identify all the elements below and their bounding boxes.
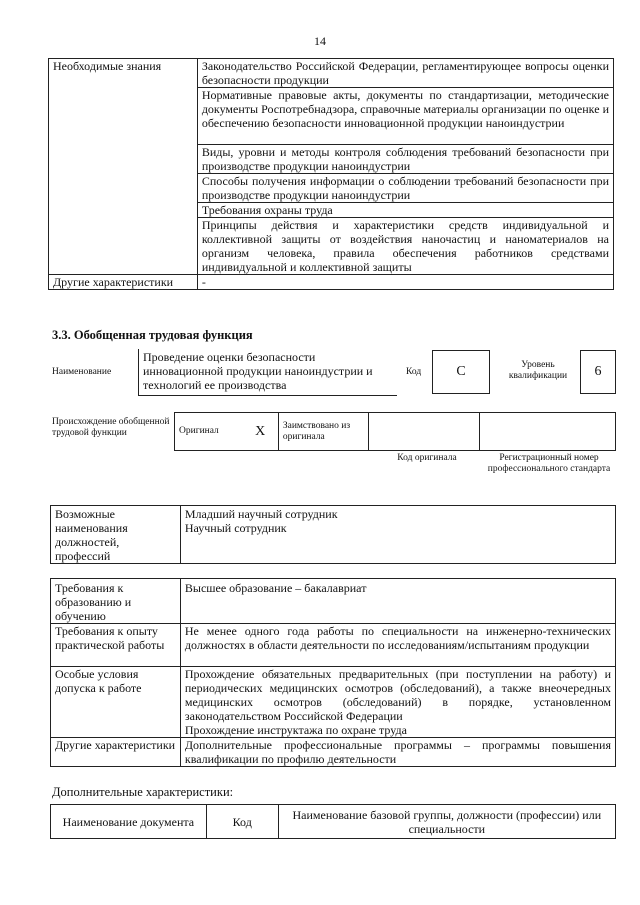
table-row — [175, 413, 616, 451]
knowledge-item: Принципы действия и характеристики средств индивидуальной и коллективной защиты от воздействия наночастиц и наноматериалов на организм человека, правила обеспечения работников средствами индивидуальной и коллективной защиты — [197, 218, 613, 275]
req-value: Дополнительные профессиональные программы – программы повышения квалификации по профилю деятельности — [180, 738, 615, 767]
reg-number-cell — [480, 413, 616, 451]
knowledge-table — [48, 58, 614, 290]
header-document-name: Наименование документа — [51, 805, 207, 839]
reg-caption: Регистрационный номер профессионального стандарта — [487, 453, 611, 474]
req-value: Прохождение обязательных предварительных (при поступлении на работу) и периодических медицинских осмотров (обследований), а также внеочередных медицинских осмотров (обследований) в порядке, установленном законодательством Российской Федерации — [184, 667, 611, 723]
knowledge-item: Виды, уровни и методы контроля соблюдения требований безопасности при производстве продукции наноиндустрии — [197, 145, 613, 174]
function-name: Проведение оценки безопасности инновационной продукции наноиндустрии и технологий ее производства — [143, 350, 373, 392]
req-label: Особые условия допуска к работе — [51, 667, 181, 738]
level-value: 6 — [594, 364, 602, 379]
table-row — [51, 624, 616, 667]
origin-table — [174, 412, 616, 451]
table-row — [51, 506, 616, 564]
table-row — [49, 59, 614, 88]
table-row — [51, 738, 616, 767]
knowledge-label: Необходимые знания — [49, 59, 198, 275]
level-label: Уровень квалификации — [508, 360, 568, 381]
header-code: Код — [206, 805, 278, 839]
original-label: Оригинал — [175, 413, 243, 451]
req-value: Прохождение инструктажа по охране труда — [184, 723, 407, 737]
position-item: Младший научный сотрудник — [184, 507, 338, 521]
code-box — [432, 350, 490, 394]
req-label: Другие характеристики — [51, 738, 181, 767]
other-value: - — [197, 275, 613, 290]
name-box — [138, 349, 397, 396]
table-row — [51, 805, 616, 839]
positions-table — [50, 505, 616, 564]
req-label: Требования к образованию и обучению — [51, 579, 181, 624]
borrowed-label: Заимствовано из оригинала — [278, 413, 368, 451]
knowledge-item: Нормативные правовые акты, документы по стандартизации, методические документы Роспотребнадзора, справочные материалы организации по оценке и обеспечению безопасности инновационной продукции наноиндустрии — [197, 88, 613, 145]
page-number: 14 — [314, 34, 326, 48]
code-caption: Код оригинала — [397, 453, 457, 463]
positions-values — [180, 506, 615, 564]
requirements-table — [50, 578, 616, 767]
name-label: Наименование — [52, 367, 112, 377]
knowledge-item: Законодательство Российской Федерации, регламентирующее вопросы оценки безопасности продукции — [197, 59, 613, 88]
req-value-group — [180, 667, 615, 738]
level-box — [580, 350, 616, 394]
table-row — [51, 579, 616, 624]
section-title: 3.3. Обобщенная трудовая функция — [52, 328, 253, 342]
position-item: Научный сотрудник — [184, 521, 287, 535]
req-value: Высшее образование – бакалавриат — [180, 579, 615, 624]
original-mark: X — [242, 413, 278, 451]
code-label: Код — [406, 367, 422, 377]
req-value: Не менее одного года работы по специальности на инженерно-технических должностях в области деятельности по исследованиям/испытаниям продукции — [180, 624, 615, 667]
table-row — [51, 667, 616, 738]
other-label: Другие характеристики — [49, 275, 198, 290]
knowledge-item: Способы получения информации о соблюдении требований безопасности при производстве продукции наноиндустрии — [197, 174, 613, 203]
req-label: Требования к опыту практической работы — [51, 624, 181, 667]
header-group-name: Наименование базовой группы, должности (профессии) или специальности — [278, 805, 615, 839]
code-value: C — [456, 364, 466, 379]
additional-title: Дополнительные характеристики: — [52, 785, 234, 799]
origin-label: Происхождение обобщенной трудовой функции — [52, 417, 170, 438]
original-code-cell — [368, 413, 480, 451]
knowledge-item: Требования охраны труда — [197, 203, 613, 218]
additional-table — [50, 804, 616, 839]
table-row — [49, 275, 614, 290]
positions-label: Возможные наименования должностей, профессий — [51, 506, 181, 564]
